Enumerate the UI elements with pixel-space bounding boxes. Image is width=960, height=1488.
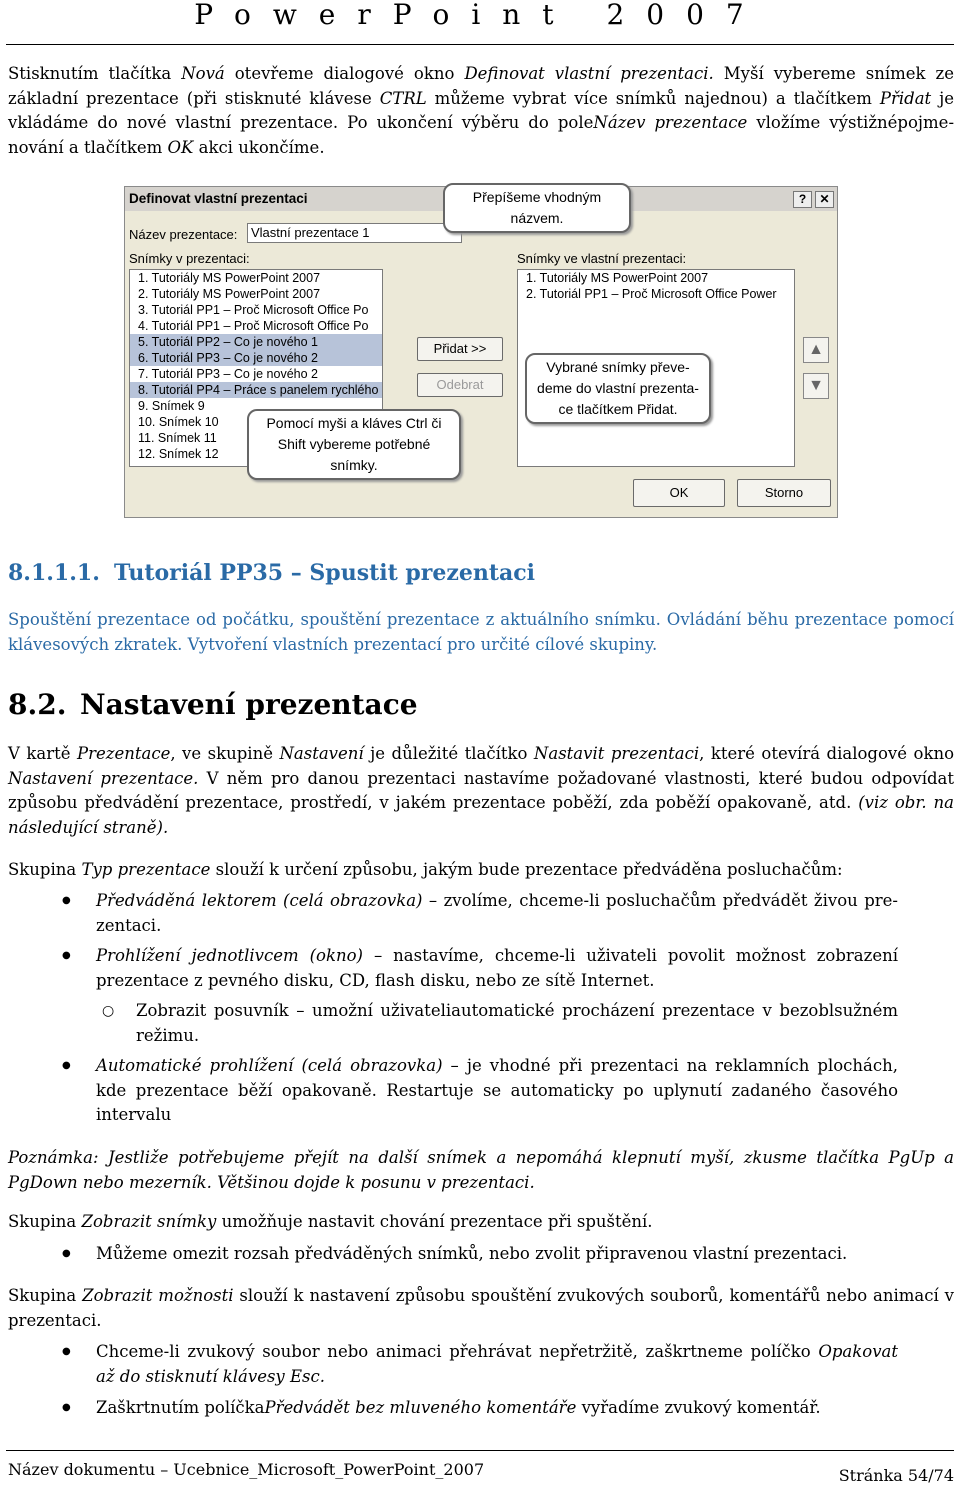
list-item[interactable]: 8. Tutoriál PP4 – Práce s panelem rychlého <box>130 382 382 398</box>
callout-add: Vybrané snímky převedeme do vlastní prezentace tlačítkem Přidat. <box>525 353 711 424</box>
name-label: Název prezentace: <box>129 227 238 242</box>
presentation-name-input[interactable]: Vlastní prezentace 1 <box>247 223 462 243</box>
right-list-label: Snímky ve vlastní prezentaci: <box>517 251 687 266</box>
custom-show-dialog-screenshot <box>124 186 838 518</box>
add-button[interactable]: Přidat >> <box>417 337 503 361</box>
help-icon[interactable]: ? <box>793 191 812 208</box>
note-paragraph: Poznámka: Jestliže potřebujeme přejít na další snímek a nepomáhá klepnutí myší, zkusme tlačítka PgUp a PgDown nebo mezerník. Většinou dojde k posunu v prezentaci. <box>8 1148 954 1192</box>
left-list-label: Snímky v prezentaci: <box>129 251 250 266</box>
section-8-1-1-1-body: Spouštění prezentace od počátku, spouštění prezentace z aktuálního snímku. Ovládání běhu prezentace pomocí klávesových zkratek. Vytvoření vlastních prezentací pro určité cílové skupiny. <box>8 610 954 654</box>
footer-document-name: Název dokumentu – Ucebnice_Microsoft_PowerPoint_2007 <box>8 1460 485 1479</box>
running-header: PowerPoint 2007 <box>194 0 766 31</box>
close-icon[interactable]: ✕ <box>815 191 834 208</box>
bullet-item: ● Můžeme omezit rozsah předváděných snímků, nebo zvolit připravenou vlastní prezentaci. <box>96 1242 898 1267</box>
section-8-2-paragraph-2: Skupina Typ prezentace slouží k určení způsobu, jakým bude prezentace předváděna posluchačům: <box>8 860 843 879</box>
section-8-2-paragraph-3: Skupina Zobrazit snímky umožňuje nastavit chování prezentace při spuštění. <box>8 1212 653 1231</box>
remove-button[interactable]: Odebrat <box>417 373 503 397</box>
list-item[interactable]: 4. Tutoriál PP1 – Proč Microsoft Office Po <box>138 319 369 333</box>
footer-page-number: Stránka 54/74 <box>838 1466 954 1485</box>
intro-paragraph: Stisknutím tlačítka Nová otevřeme dialogové okno Definovat vlastní prezentaci. Myší vybereme snímek ze základní prezentace (při stisknuté klávese CTRL můžeme vybrat více snímků najednou) a tlačítkem Přidat je vkládáme do nové vlastní prezentace. Po ukončení výběru do poleNázev prezentace vložíme výstižnépojmenování a tlačítkem OK akci ukončíme. <box>8 64 955 157</box>
section-8-2-paragraph-1: V kartě Prezentace, ve skupině Nastavení je důležité tlačítko Nastavit prezentaci, které otevírá dialogové okno Nastavení prezentace. V něm pro danou prezentaci nastavíme požadované vlastnosti, které budou odpovídat způsobu předvádění prezentace, prostředí, v jakém prezentace poběží, zda poběží opakovaně, atd. (viz obr. na následující straně). <box>8 744 954 837</box>
list-item[interactable]: 12. Snímek 12 <box>138 447 219 461</box>
dialog-title: Definovat vlastní prezentaci <box>129 191 308 206</box>
header-rule <box>6 44 954 45</box>
list-item[interactable]: 2. Tutoriál PP1 – Proč Microsoft Office Power <box>526 287 777 301</box>
bullet-item: ● Automatické prohlížení (celá obrazovka) – je vhodné při prezentaci na reklamních plochách, kde prezentace běží opakovaně. Restartuje se automaticky po uplynutí zadaného časového intervalu <box>96 1054 898 1128</box>
list-item[interactable]: 1. Tutoriály MS PowerPoint 2007 <box>138 271 321 285</box>
footer-rule <box>6 1450 954 1451</box>
ok-button[interactable]: OK <box>633 479 725 507</box>
list-item[interactable]: 11. Snímek 11 <box>138 431 217 445</box>
cancel-button[interactable]: Storno <box>737 479 831 507</box>
list-item[interactable]: 10. Snímek 10 <box>138 415 219 429</box>
bullet-item: ● Chceme-li zvukový soubor nebo animaci přehrávat nepřetržitě, zaškrtneme políčko Opakovat až do stisknutí klávesy Esc. <box>96 1340 898 1389</box>
section-8-2-paragraph-4: Skupina Zobrazit možnosti slouží k nastavení způsobu spouštění zvukových souborů, komentářů nebo animací v prezentaci. <box>8 1286 954 1330</box>
section-heading-8-1-1-1: 8.1.1.1. Tutoriál PP35 – Spustit prezentaci <box>8 560 536 586</box>
bullet-item: ● Zaškrtnutím políčkaPředvádět bez mluveného komentáře vyřadíme zvukový komentář. <box>96 1396 898 1421</box>
sub-bullet-item: ○ Zobrazit posuvník – umožní uživateliautomatické procházení prezentace v bezoblsužném režimu. <box>136 999 898 1048</box>
bullet-item: ● Předváděná lektorem (celá obrazovka) – zvolíme, chceme-li posluchačům předvádět živou prezentaci. <box>96 889 898 938</box>
bullet-item: ● Prohlížení jednotlivcem (okno) – nastavíme, chceme-li uživateli povolit možnost zobrazení prezentace z pevného disku, CD, flash disku, nebo ze sítě Internet. <box>96 944 898 993</box>
list-item[interactable]: 1. Tutoriály MS PowerPoint 2007 <box>526 271 709 285</box>
move-down-icon[interactable]: ▼ <box>803 373 829 399</box>
callout-select: Pomocí myši a kláves Ctrl či Shift vybereme potřebné snímky. <box>247 409 461 480</box>
list-item[interactable]: 9. Snímek 9 <box>138 399 205 413</box>
list-item[interactable]: 6. Tutoriál PP3 – Co je nového 2 <box>130 350 382 366</box>
callout-rename: Přepíšeme vhodným názvem. <box>443 183 631 233</box>
list-item[interactable]: 2. Tutoriály MS PowerPoint 2007 <box>138 287 321 301</box>
list-item[interactable]: 3. Tutoriál PP1 – Proč Microsoft Office Po <box>138 303 369 317</box>
list-item[interactable]: 5. Tutoriál PP2 – Co je nového 1 <box>130 334 382 350</box>
section-heading-8-2: 8.2. Nastavení prezentace <box>8 688 418 721</box>
list-item[interactable]: 7. Tutoriál PP3 – Co je nového 2 <box>138 367 318 381</box>
move-up-icon[interactable]: ▲ <box>803 337 829 363</box>
